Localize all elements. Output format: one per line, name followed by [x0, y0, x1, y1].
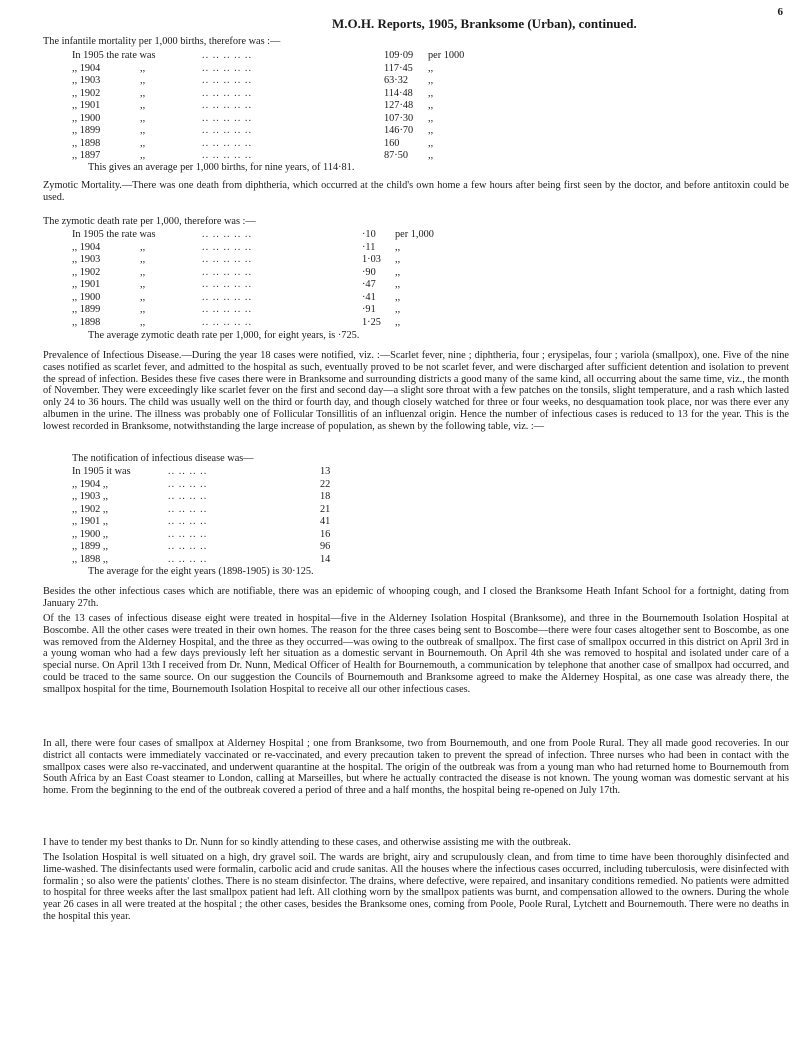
smallpox-paragraph: In all, there were four cases of smallpox at Alderney Hospital ; one from Branksome, two from Bournemouth, and one from Poole Rural. They all made good recoveries. In our district all contacts were immediately vaccinated or re-vaccinated, and every precaution taken to prevent the spread of infection. Three nurses who had been in contact with the smallpox cases were also re-vaccinated, and underwent quarantine at the hospital. The origin of the outbreak was from a young man who had returned home to Bournemouth from South Africa by an East Coast steamer to London, calling at Marseilles, but where he actually contracted the disease is not known. The young woman was domestic servant at his home. From the beginning to the end of the outbreak covered a period of three and a half months, the hospital being re-opened on July 17th.: [43, 738, 789, 797]
row-label: In 1905 it was: [72, 466, 131, 477]
leader-dots: .. .. .. .. ..: [202, 150, 253, 161]
leader-dots: .. .. .. ..: [168, 466, 208, 477]
leader-dots: .. .. .. .. ..: [202, 241, 253, 253]
infant-mortality-table: [72, 50, 492, 163]
row-value: ·91: [362, 304, 376, 315]
row-unit: ,,: [428, 137, 434, 149]
row-unit: ,,: [395, 316, 401, 328]
table-row: [72, 304, 492, 317]
row-label: ,, 1901 ,,: [72, 516, 109, 527]
zymotic-rate-intro: The zymotic death rate per 1,000, therefore was :—: [43, 216, 256, 227]
row-unit: ,,: [428, 62, 434, 74]
ditto-mark: ,,: [140, 254, 146, 265]
table-row: [72, 479, 372, 492]
notification-intro: The notification of infectious disease was—: [72, 453, 254, 464]
row-value: 107·30: [384, 112, 414, 124]
row-label: ,, 1898: [72, 316, 101, 328]
row-value: ·11: [362, 241, 376, 253]
leader-dots: .. .. .. .. ..: [202, 137, 253, 149]
leader-dots: .. .. .. .. ..: [202, 112, 253, 124]
leader-dots: .. .. .. ..: [168, 541, 208, 552]
row-label: ,, 1904: [72, 241, 101, 253]
row-label: ,, 1900: [72, 112, 101, 124]
row-unit: ,,: [428, 112, 434, 124]
leader-dots: .. .. .. .. ..: [202, 266, 253, 278]
table-row: [72, 125, 492, 138]
ditto-mark: ,,: [140, 304, 146, 315]
table-row: [72, 138, 492, 151]
table-row: [72, 267, 492, 280]
leader-dots: .. .. .. .. ..: [202, 75, 253, 86]
ditto-mark: ,,: [140, 62, 146, 74]
leader-dots: .. .. .. .. ..: [202, 254, 253, 265]
row-value: 1·25: [362, 316, 381, 328]
table-row: [72, 229, 492, 242]
page-header: M.O.H. Reports, 1905, Branksome (Urban), continued.: [332, 16, 637, 31]
leader-dots: .. .. .. ..: [168, 528, 208, 540]
table-row: [72, 541, 372, 554]
leader-dots: .. .. .. ..: [168, 478, 208, 490]
row-label: ,, 1900: [72, 291, 101, 303]
table-row: [72, 100, 492, 113]
ditto-mark: ,,: [140, 241, 146, 253]
row-value: ·41: [362, 291, 376, 303]
row-value: 21: [320, 503, 331, 515]
leader-dots: .. .. .. .. ..: [202, 316, 253, 328]
page-number: 6: [777, 6, 783, 18]
row-value: 63·32: [384, 75, 409, 86]
notification-table: [72, 466, 372, 566]
ditto-mark: ,,: [140, 75, 146, 86]
row-unit: ,,: [428, 75, 434, 86]
row-value: 96: [320, 541, 331, 552]
row-value: ·90: [362, 266, 376, 278]
leader-dots: .. .. .. ..: [168, 516, 208, 527]
row-unit: ,,: [395, 241, 401, 253]
table-row: [72, 491, 372, 504]
row-label: ,, 1901: [72, 100, 101, 111]
table-row: [72, 75, 492, 88]
row-value: 16: [320, 528, 331, 540]
row-value: 14: [320, 553, 331, 565]
row-label: ,, 1900 ,,: [72, 528, 109, 540]
table-row: [72, 242, 492, 255]
row-value: 22: [320, 478, 331, 490]
row-label: ,, 1897: [72, 150, 101, 161]
zymotic-rate-table: [72, 229, 492, 329]
leader-dots: .. .. .. ..: [168, 491, 208, 502]
row-label: ,, 1898 ,,: [72, 553, 109, 565]
leader-dots: .. .. .. ..: [168, 503, 208, 515]
prevalence-paragraph: Prevalence of Infectious Disease.—During the year 18 cases were notified, viz. :—Scarlet fever, nine ; diphtheria, four ; erysipelas, four ; variola (smallpox), one. Five of the nine cases notified as scarlet fever, and admitted to the hospital as such, eventually proved to be not scarlet fever, and were discharged after sufficient detention and isolation to prevent the spread of infection. Besides these five cases there were in Branksome and surrounding districts a good many of the same kind, all occurring about the same time, viz., the month of November. They were exceedingly like scarlet fever on the first and second day—a slight sore throat with a few patches on the tonsils, slight temperature, and a rash which lasted only 24 to 36 hours. The child was usually well on the third or fourth day, and though closely watched for three or four weeks, no desquamation took place, nor was there ever any albumen in the urine. The illness was probably one of Follicular Tonsillitis of an influenzal origin. Hence the number of infectious cases is reduced to 13 for the year. This is the lowest recorded in Branksome, notwithstanding the large increase of population, as shewn by the following table, viz. :—: [43, 350, 789, 432]
row-label: ,, 1902: [72, 87, 101, 99]
row-value: 146·70: [384, 125, 414, 136]
row-label: ,, 1899: [72, 304, 101, 315]
hospital-cases-paragraph: Of the 13 cases of infectious disease eight were treated in hospital—five in the Alderney Isolation Hospital (Branksome), and three in the Bournemouth Isolation Hospital at Boscombe. All the other cases were treated in their own homes. The reason for the three cases being sent to Boscombe—there were four cases altogether sent to Boscombe, as one was removed from the Alderney Hospital, and the three as they occurred—was owing to the outbreak of smallpox. The first case of smallpox occurred in this district on April 3rd in a young woman who had a few days previously left her situation as a domestic servant in Bournemouth. On April 4th she was removed to hospital and isolated under care of a special nurse. On April 13th I received from Dr. Nunn, Medical Officer of Health for Bournemouth, a communication by telephone that another case of smallpox had occurred, and could be traced to the same source. On our suggestion the Councils of Bournemouth and Branksome agreed to make the Alderney Hospital, as one case was already there, the smallpox hospital for the time, Bournemouth Isolation Hospital to receive all our other infectious cases.: [43, 613, 789, 695]
table-row: [72, 113, 492, 126]
whooping-cough-paragraph: Besides the other infectious cases which are notifiable, there was an epidemic of whooping cough, and I closed the Branksome Heath Infant School for a fortnight, dating from January 27th.: [43, 586, 789, 609]
ditto-mark: ,,: [140, 112, 146, 124]
table-row: [72, 554, 372, 567]
table-row: [72, 529, 372, 542]
leader-dots: .. .. .. .. ..: [202, 87, 253, 99]
row-label: ,, 1898: [72, 137, 101, 149]
row-unit: ,,: [428, 87, 434, 99]
leader-dots: .. .. .. .. ..: [202, 279, 253, 290]
ditto-mark: ,,: [140, 125, 146, 136]
isolation-hospital-paragraph: The Isolation Hospital is well situated on a high, dry gravel soil. The wards are bright, airy and scrupulously clean, and from time to time have been thoroughly disinfected and lime-washed. The disinfectants used were formalin, carbolic acid and crude sanitas. All the houses where the infectious cases occurred, including tuberculosis, were disinfected with formalin ; so also were the patients' clothes. There is no steam disinfector. The drains, where defective, were repaired, and insanitary conditions remedied. No patients were admitted to hospital for three weeks after the last smallpox patient had left. All clothing worn by the smallpox patients was burnt, and compensation allowed to the owners. During the whole year 26 cases in all were treated at the hospital ; the other cases, besides the Branksome ones, coming from Poole, Poole Rural, Lytchett and Bournemouth. There were no deaths in the hospital this year.: [43, 852, 789, 922]
row-value: ·47: [362, 279, 376, 290]
row-value: 18: [320, 491, 331, 502]
row-value: 87·50: [384, 150, 409, 161]
ditto-mark: ,,: [140, 137, 146, 149]
row-value: 109·09: [384, 50, 414, 61]
table-row: [72, 88, 492, 101]
leader-dots: .. .. .. .. ..: [202, 304, 253, 315]
row-label: ,, 1901: [72, 279, 101, 290]
table-row: [72, 317, 492, 330]
row-label: ,, 1903: [72, 75, 101, 86]
row-unit: ,,: [428, 150, 434, 161]
leader-dots: .. .. .. .. ..: [202, 229, 253, 240]
row-value: ·10: [362, 229, 376, 240]
row-unit: per 1000: [428, 50, 465, 61]
leader-dots: .. .. .. .. ..: [202, 50, 253, 61]
row-value: 160: [384, 137, 400, 149]
table-row: [72, 50, 492, 63]
table-row: [72, 504, 372, 517]
leader-dots: .. .. .. .. ..: [202, 125, 253, 136]
row-label: ,, 1899: [72, 125, 101, 136]
row-unit: ,,: [395, 254, 401, 265]
table-row: [72, 150, 492, 163]
row-unit: ,,: [428, 100, 434, 111]
row-label: ,, 1902: [72, 266, 101, 278]
row-unit: ,,: [395, 279, 401, 290]
row-unit: ,,: [395, 266, 401, 278]
row-label: ,, 1904 ,,: [72, 478, 109, 490]
row-unit: ,,: [395, 304, 401, 315]
leader-dots: .. .. .. .. ..: [202, 291, 253, 303]
ditto-mark: ,,: [140, 87, 146, 99]
row-value: 1·03: [362, 254, 381, 265]
row-label: ,, 1903: [72, 254, 101, 265]
ditto-mark: ,,: [140, 291, 146, 303]
thanks-paragraph: I have to tender my best thanks to Dr. Nunn for so kindly attending to these cases, and otherwise assisting me with the outbreak.: [43, 837, 571, 848]
table-row: [72, 254, 492, 267]
zymotic-mortality-paragraph: Zymotic Mortality.—There was one death from diphtheria, which occurred at the child's own home a few hours after being first seen by the doctor, and before antitoxin could be used.: [43, 180, 789, 203]
ditto-mark: ,,: [140, 266, 146, 278]
row-unit: ,,: [428, 125, 434, 136]
row-value: 114·48: [384, 87, 413, 99]
table-row: [72, 466, 372, 479]
row-label: ,, 1903 ,,: [72, 491, 109, 502]
row-value: 127·48: [384, 100, 414, 111]
table-row: [72, 292, 492, 305]
row-label: ,, 1902 ,,: [72, 503, 109, 515]
table-row: [72, 63, 492, 76]
row-label: In 1905 the rate was: [72, 229, 156, 240]
row-value: 117·45: [384, 62, 413, 74]
table-row: [72, 516, 372, 529]
infant-mortality-intro: The infantile mortality per 1,000 births, therefore was :—: [43, 36, 281, 47]
ditto-mark: ,,: [140, 279, 146, 290]
row-unit: per 1,000: [395, 229, 434, 240]
table-row: [72, 279, 492, 292]
row-label: ,, 1904: [72, 62, 101, 74]
infant-mortality-average: This gives an average per 1,000 births, for nine years, of 114·81.: [88, 162, 355, 173]
leader-dots: .. .. .. .. ..: [202, 62, 253, 74]
leader-dots: .. .. .. .. ..: [202, 100, 253, 111]
notification-average: The average for the eight years (1898-1905) is 30·125.: [88, 566, 314, 577]
ditto-mark: ,,: [140, 150, 146, 161]
ditto-mark: ,,: [140, 100, 146, 111]
row-unit: ,,: [395, 291, 401, 303]
leader-dots: .. .. .. ..: [168, 553, 208, 565]
row-label: In 1905 the rate was: [72, 50, 156, 61]
row-value: 41: [320, 516, 331, 527]
ditto-mark: ,,: [140, 316, 146, 328]
row-label: ,, 1899 ,,: [72, 541, 109, 552]
zymotic-rate-average: The average zymotic death rate per 1,000, for eight years, is ·725.: [88, 330, 360, 341]
row-value: 13: [320, 466, 331, 477]
